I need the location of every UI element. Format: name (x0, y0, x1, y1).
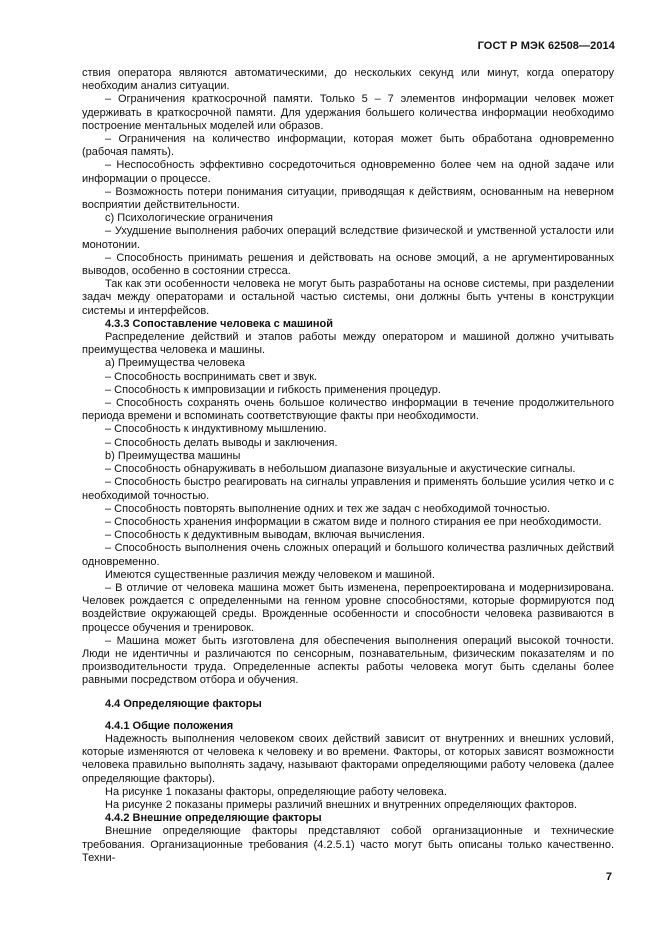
list-heading: a) Преимущества человека (105, 357, 245, 370)
document-header: ГОСТ Р МЭК 62508—2014 (477, 40, 615, 52)
paragraph: Распределение действий и этапов работы между оператором и машиной должно учитывать преимущества человека и машины. (82, 331, 614, 357)
paragraph: Так как эти особенности человека не могут быть разработаны на основе системы, при разделении задач между операторами и остальной частью системы, они должны быть учтены в конструкции системы и интерфейсов. (82, 278, 614, 317)
section-heading-4-4-2: 4.4.2 Внешние определяющие факторы (105, 812, 322, 825)
paragraph: Внешние определяющие факторы представляют собой организационные и технические требования. Организационные требования (4.2.5.1) часто могут быть описаны только качественно. Техни- (82, 825, 614, 864)
page-number: 7 (605, 871, 612, 883)
list-item: – Способность быстро реагировать на сигналы управления и применять большие усилия четко и с необходимой точностью. (82, 476, 614, 502)
list-item: – Способность хранения информации в сжатом виде и полного стирания ее при необходимости. (105, 515, 602, 528)
list-item: – Ограничения краткосрочной памяти. Только 5 – 7 элементов информации человек может удерживать в краткосрочной памяти. Для удержания большего количества информации необходимо построение ментальных моделей или образов. (82, 93, 614, 132)
list-item: – Ухудшение выполнения рабочих операций вследствие физической и умственной усталости или монотонии. (82, 225, 614, 251)
list-item: – Способность к индуктивному мышлению. (105, 423, 327, 436)
list-item: – Способность к импровизации и гибкость применения процедур. (105, 383, 441, 396)
section-heading-4-4: 4.4 Определяющие факторы (105, 697, 262, 710)
list-item: – В отличие от человека машина может быть изменена, перепроектирована и модернизирована. Человек рождается с определенными на генном уровне способностями, которые формируются под воздействие окружающей среды. Врожденные особенности и способности человека развиваются в процессе обучения и тренировок. (82, 581, 614, 634)
list-item: – Возможность потери понимания ситуации, приводящая к действиям, основанным на неверном восприятии действительности. (82, 185, 614, 212)
paragraph: ствия оператора являются автоматическими, до нескольких секунд или минут, когда оператору необходим анализ ситуации. (82, 67, 614, 93)
section-heading-4-3-3: 4.3.3 Сопоставление человека с машиной (105, 317, 334, 330)
list-item: – Неспособность эффективно сосредоточиться одновременно более чем на одной задаче или информации о процессе. (82, 159, 614, 185)
list-item: – Ограничения на количество информации, которая может быть обработана одновременно (рабочая память). (82, 133, 614, 159)
list-item: – Способность к дедуктивным выводам, включая вычисления. (105, 529, 425, 542)
list-item: – Способность обнаруживать в небольшом диапазоне визуальные и акустические сигналы. (105, 463, 576, 476)
section-heading-4-4-1: 4.4.1 Общие положения (105, 719, 234, 732)
page-body (82, 67, 614, 865)
list-item: – Способность выполнения очень сложных операций и большого количества различных действий одновременно. (82, 542, 614, 568)
list-heading: b) Преимущества машины (105, 449, 241, 462)
paragraph: Надежность выполнения человеком своих действий зависит от внутренних и внешних условий, которые изменяются от человека к человеку и во времени. Факторы, от которых зависят возможности человека правильно выполнять задачу, называют факторами определяющими работу человека (далее определяющие факторы). (82, 732, 614, 785)
list-item: – Способность воспринимать свет и звук. (105, 370, 318, 383)
list-item: – Способность повторять выполнение одних и тех же задач с необходимой точностью. (105, 502, 551, 515)
paragraph: На рисунке 2 показаны примеры различий внешних и внутренних определяющих факторов. (105, 798, 577, 811)
paragraph: На рисунке 1 показаны факторы, определяющие работу человека. (105, 785, 447, 798)
list-item: – Способность делать выводы и заключения. (105, 436, 338, 449)
list-item: – Способность сохранять очень большое количество информации в течение продолжительного периода времени и вспоминать соответствующие факты при необходимости. (82, 397, 614, 423)
list-heading: c) Психологические ограничения (105, 212, 273, 225)
list-item: – Способность принимать решения и действовать на основе эмоций, а не аргументированных выводов, особенно в состоянии стресса. (82, 251, 614, 278)
list-item: – Машина может быть изготовлена для обеспечения выполнения операций высокой точности. Люди не идентичны и различаются по сенсорным, познавательным, физическим показателям и по производительности труда. Определенные аспекты работы человека могут быть сделаны более равными посредством отбора и обучения. (82, 634, 614, 687)
paragraph: Имеются существенные различия между человеком и машиной. (105, 568, 435, 581)
